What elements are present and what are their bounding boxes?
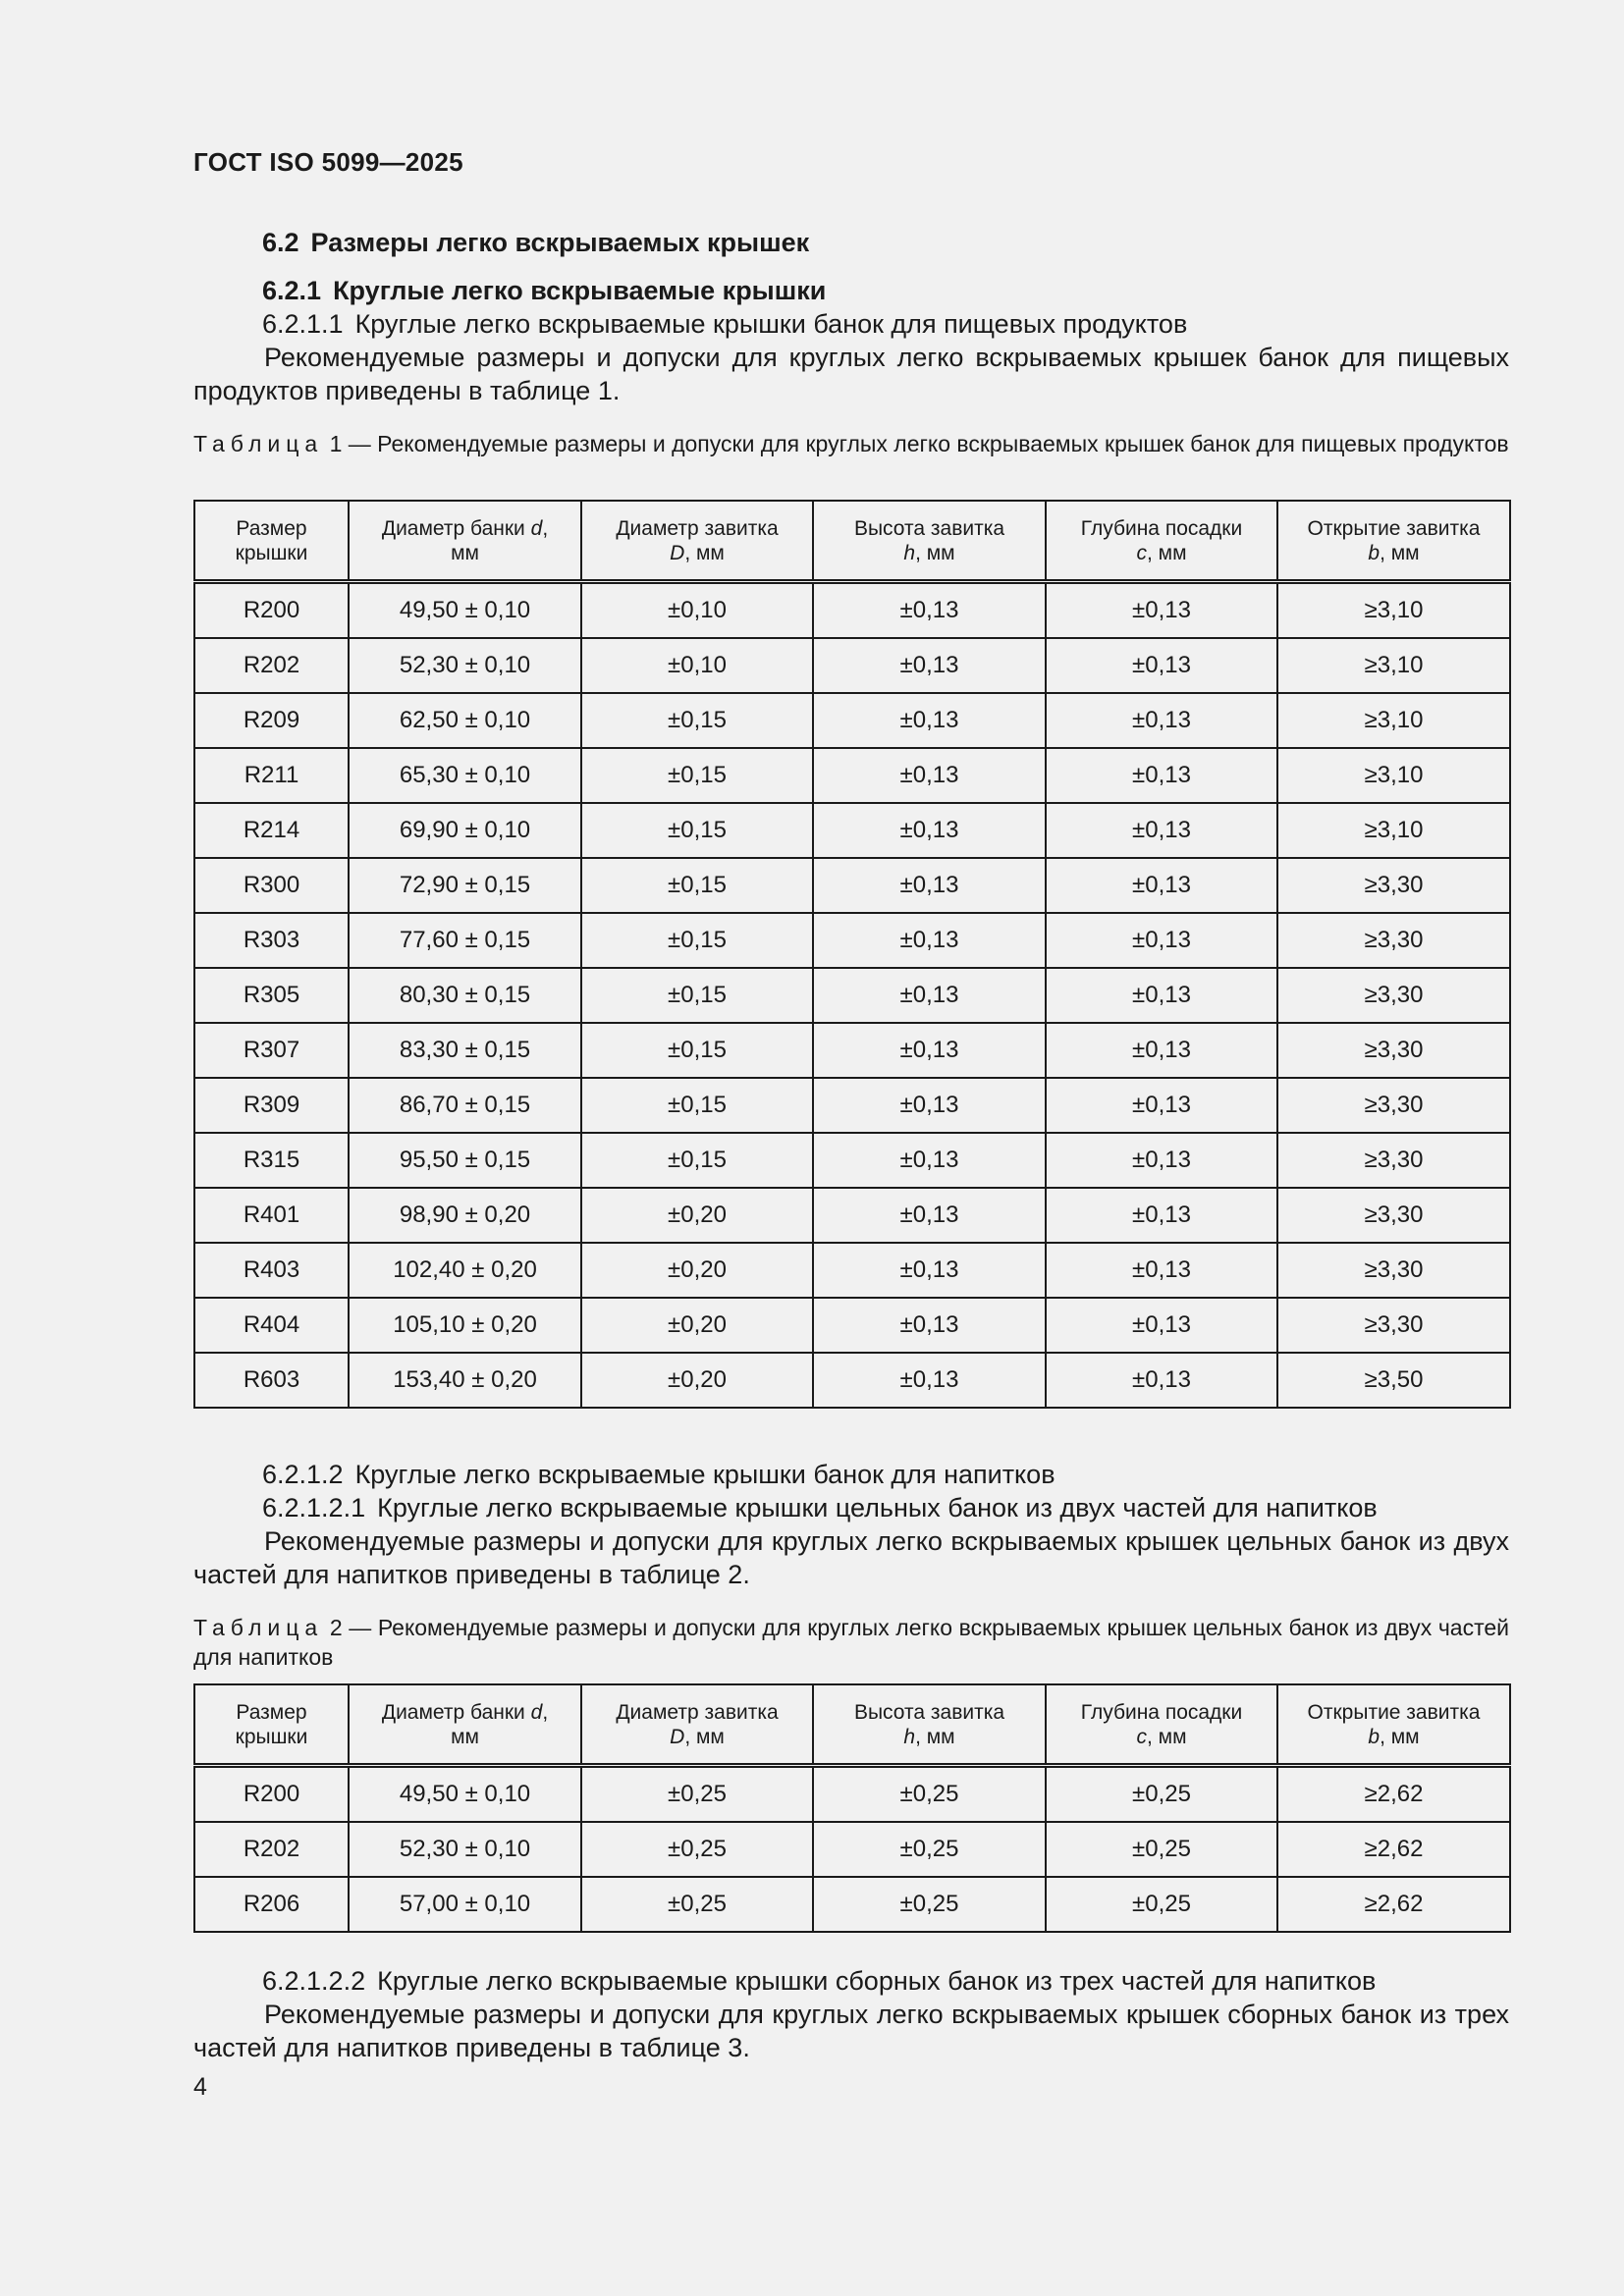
- header-unit: , мм: [1380, 541, 1420, 564]
- table-row: [194, 748, 1510, 803]
- header-punct: ,: [542, 516, 549, 540]
- table-cell: ±0,25: [581, 1766, 813, 1823]
- table-cell: ±0,13: [1046, 1298, 1277, 1353]
- table-cell: ±0,15: [581, 803, 813, 858]
- table-1: [193, 500, 1511, 1409]
- table-cell: ±0,25: [813, 1877, 1046, 1932]
- table-cell: R303: [194, 913, 349, 968]
- header-unit: , мм: [684, 541, 725, 564]
- table-cell: 105,10 ± 0,20: [349, 1298, 581, 1353]
- table-cell: ≥3,10: [1277, 582, 1510, 639]
- table-cell: ±0,13: [1046, 582, 1277, 639]
- table-cell: 52,30 ± 0,10: [349, 638, 581, 693]
- header-unit: , мм: [915, 1725, 955, 1748]
- table-cell: ±0,13: [813, 913, 1046, 968]
- table-cell: ≥3,10: [1277, 748, 1510, 803]
- table-cell: ≥2,62: [1277, 1877, 1510, 1932]
- table-cell: ≥3,10: [1277, 803, 1510, 858]
- table-header-row: [194, 501, 1510, 582]
- header-line: Высота завитка: [853, 1700, 1005, 1724]
- table-cell: ±0,20: [581, 1188, 813, 1243]
- table-cell: R202: [194, 1822, 349, 1877]
- table-row: [194, 1822, 1510, 1877]
- table-2: [193, 1683, 1511, 1933]
- column-header: [1046, 1684, 1277, 1766]
- heading-6-2-1-2-1: [262, 1491, 1509, 1524]
- table-cell: ±0,10: [581, 582, 813, 639]
- table-cell: 153,40 ± 0,20: [349, 1353, 581, 1408]
- table-cell: R315: [194, 1133, 349, 1188]
- table-cell: 49,50 ± 0,10: [349, 582, 581, 639]
- heading-number: 6.2.1.1: [262, 309, 344, 339]
- table-cell: ±0,13: [1046, 1078, 1277, 1133]
- table-cell: ±0,13: [813, 693, 1046, 748]
- table-header-row: [194, 1684, 1510, 1766]
- column-header: [1277, 501, 1510, 582]
- header-unit: крышки: [235, 541, 308, 564]
- table-cell: R309: [194, 1078, 349, 1133]
- table-row: [194, 1133, 1510, 1188]
- header-line: Размер: [236, 516, 307, 540]
- table-cell: ±0,25: [1046, 1822, 1277, 1877]
- heading-number: 6.2.1: [262, 276, 322, 305]
- table-cell: ±0,25: [581, 1822, 813, 1877]
- table-cell: ±0,25: [813, 1822, 1046, 1877]
- column-header: [194, 501, 349, 582]
- table-cell: ±0,13: [1046, 748, 1277, 803]
- header-line: Диаметр завитка: [616, 516, 779, 540]
- header-unit: , мм: [1146, 541, 1187, 564]
- table-cell: ±0,15: [581, 913, 813, 968]
- heading-title: Размеры легко вскрываемых крышек: [310, 228, 810, 257]
- table-row: [194, 913, 1510, 968]
- table-cell: ±0,13: [1046, 1023, 1277, 1078]
- table-caption-text: 2 — Рекомендуемые размеры и допуски для круглых легко вскрываемых крышек цельных банок из двух частей для напитков: [193, 1615, 1510, 1670]
- table-cell: ±0,25: [1046, 1766, 1277, 1823]
- table-cell: ±0,13: [1046, 803, 1277, 858]
- table-cell: 49,50 ± 0,10: [349, 1766, 581, 1823]
- table-cell: ±0,15: [581, 1078, 813, 1133]
- table-cell: ±0,13: [813, 1353, 1046, 1408]
- table-cell: ±0,15: [581, 1133, 813, 1188]
- column-header: [1277, 1684, 1510, 1766]
- header-unit: , мм: [1146, 1725, 1187, 1748]
- table-cell: R404: [194, 1298, 349, 1353]
- table-row: [194, 638, 1510, 693]
- table-cell: R200: [194, 1766, 349, 1823]
- column-header: [581, 501, 813, 582]
- table-row: [194, 693, 1510, 748]
- table-cell: ±0,13: [1046, 1353, 1277, 1408]
- header-symbol: D: [670, 541, 685, 564]
- heading-title: Круглые легко вскрываемые крышки цельных банок из двух частей для напитков: [377, 1493, 1378, 1522]
- table-cell: ±0,13: [813, 1133, 1046, 1188]
- header-line: Высота завитка: [853, 516, 1005, 540]
- table-cell: ±0,13: [813, 1023, 1046, 1078]
- column-header: [349, 1684, 581, 1766]
- header-symbol: d: [530, 516, 543, 540]
- heading-title: Круглые легко вскрываемые крышки сборных банок из трех частей для напитков: [377, 1966, 1377, 1996]
- header-unit: , мм: [915, 541, 955, 564]
- table-row: [194, 1188, 1510, 1243]
- table-cell: ≥3,30: [1277, 913, 1510, 968]
- table2-caption: [193, 1613, 1509, 1672]
- table-cell: ±0,13: [813, 582, 1046, 639]
- table-cell: ±0,13: [813, 803, 1046, 858]
- heading-number: 6.2.1.2.1: [262, 1493, 366, 1522]
- table-cell: ±0,15: [581, 748, 813, 803]
- table-cell: ±0,13: [1046, 1188, 1277, 1243]
- page-number: 4: [193, 2073, 207, 2101]
- table-cell: ±0,10: [581, 638, 813, 693]
- table-label: Таблица: [193, 1615, 324, 1640]
- table-cell: ±0,13: [813, 968, 1046, 1023]
- table-cell: ±0,13: [1046, 913, 1277, 968]
- header-unit: , мм: [684, 1725, 725, 1748]
- header-unit: крышки: [235, 1725, 308, 1748]
- table-label: Таблица: [193, 431, 324, 456]
- header-symbol: d: [530, 1700, 543, 1724]
- table-cell: ±0,13: [1046, 693, 1277, 748]
- table-cell: 72,90 ± 0,15: [349, 858, 581, 913]
- header-symbol: D: [670, 1725, 685, 1748]
- column-header: [1046, 501, 1277, 582]
- table-row: [194, 582, 1510, 639]
- table-cell: ±0,15: [581, 858, 813, 913]
- table-cell: 65,30 ± 0,10: [349, 748, 581, 803]
- header-line: Открытие завитка: [1307, 516, 1481, 540]
- column-header: [813, 1684, 1046, 1766]
- header-punct: ,: [542, 1700, 549, 1724]
- table-cell: ≥2,62: [1277, 1822, 1510, 1877]
- heading-6-2-1-1: [262, 307, 1509, 341]
- heading-title: Круглые легко вскрываемые крышки банок для пищевых продуктов: [354, 309, 1188, 339]
- table-cell: ±0,20: [581, 1298, 813, 1353]
- header-line: Размер: [236, 1700, 307, 1724]
- table-cell: ±0,15: [581, 1023, 813, 1078]
- heading-number: 6.2: [262, 228, 299, 257]
- table-row: [194, 1023, 1510, 1078]
- table-cell: 95,50 ± 0,15: [349, 1133, 581, 1188]
- table-cell: ±0,25: [581, 1877, 813, 1932]
- table-cell: R603: [194, 1353, 349, 1408]
- table-row: [194, 1078, 1510, 1133]
- paragraph-3: Рекомендуемые размеры и допуски для круглых легко вскрываемых крышек сборных банок из трех частей для напитков приведены в таблице 3.: [193, 2000, 1509, 2062]
- table-cell: ≥3,10: [1277, 693, 1510, 748]
- table-cell: R209: [194, 693, 349, 748]
- heading-6-2-1: [262, 274, 1509, 307]
- column-header: [581, 1684, 813, 1766]
- column-header: [349, 501, 581, 582]
- table-row: [194, 858, 1510, 913]
- table-cell: ≥3,30: [1277, 858, 1510, 913]
- table-cell: 62,50 ± 0,10: [349, 693, 581, 748]
- table-cell: 69,90 ± 0,10: [349, 803, 581, 858]
- table-row: [194, 1766, 1510, 1823]
- table-cell: ±0,15: [581, 693, 813, 748]
- table-row: [194, 803, 1510, 858]
- column-header: [194, 1684, 349, 1766]
- heading-number: 6.2.1.2: [262, 1460, 344, 1489]
- header-unit: , мм: [1380, 1725, 1420, 1748]
- heading-title: Круглые легко вскрываемые крышки банок для напитков: [354, 1460, 1056, 1489]
- heading-6-2-1-2: [262, 1458, 1509, 1491]
- table-cell: ±0,13: [813, 638, 1046, 693]
- table-cell: R305: [194, 968, 349, 1023]
- header-symbol: h: [903, 1725, 916, 1748]
- table-cell: 57,00 ± 0,10: [349, 1877, 581, 1932]
- table-cell: ±0,13: [813, 858, 1046, 913]
- table-cell: 77,60 ± 0,15: [349, 913, 581, 968]
- header-line: Открытие завитка: [1307, 1700, 1481, 1724]
- table-cell: ≥3,30: [1277, 1078, 1510, 1133]
- table-cell: ±0,13: [1046, 638, 1277, 693]
- table-cell: 83,30 ± 0,15: [349, 1023, 581, 1078]
- table-cell: ±0,13: [813, 1188, 1046, 1243]
- table-cell: ±0,20: [581, 1243, 813, 1298]
- table1-caption: [193, 429, 1509, 458]
- table-cell: ±0,13: [813, 1298, 1046, 1353]
- header-symbol: b: [1368, 1725, 1380, 1748]
- header-symbol: c: [1136, 1725, 1147, 1748]
- heading-title: Круглые легко вскрываемые крышки: [333, 276, 827, 305]
- table-cell: ±0,13: [1046, 968, 1277, 1023]
- header-line: Диаметр банки: [381, 1700, 525, 1724]
- heading-6-2-1-2-2: [262, 1964, 1509, 1998]
- table-cell: R403: [194, 1243, 349, 1298]
- table-cell: R200: [194, 582, 349, 639]
- header-line: Диаметр завитка: [616, 1700, 779, 1724]
- table-row: [194, 1353, 1510, 1408]
- header-symbol: b: [1368, 541, 1380, 564]
- header-line: Глубина посадки: [1080, 1700, 1243, 1724]
- table-row: [194, 1298, 1510, 1353]
- table-cell: ±0,25: [813, 1766, 1046, 1823]
- table-cell: ≥3,10: [1277, 638, 1510, 693]
- table-cell: ±0,25: [1046, 1877, 1277, 1932]
- table-cell: ≥3,30: [1277, 1023, 1510, 1078]
- table-cell: 80,30 ± 0,15: [349, 968, 581, 1023]
- heading-6-2: [262, 226, 1509, 259]
- table-cell: 102,40 ± 0,20: [349, 1243, 581, 1298]
- header-line: Глубина посадки: [1080, 516, 1243, 540]
- table-cell: R211: [194, 748, 349, 803]
- table-cell: ≥3,50: [1277, 1353, 1510, 1408]
- table-cell: ±0,13: [813, 1243, 1046, 1298]
- table-cell: ±0,15: [581, 968, 813, 1023]
- table-cell: ≥2,62: [1277, 1766, 1510, 1823]
- table-cell: 52,30 ± 0,10: [349, 1822, 581, 1877]
- table-cell: ±0,13: [1046, 1133, 1277, 1188]
- table-cell: R401: [194, 1188, 349, 1243]
- table-row: [194, 1243, 1510, 1298]
- table-cell: ≥3,30: [1277, 1133, 1510, 1188]
- header-symbol: c: [1136, 541, 1147, 564]
- table-cell: ≥3,30: [1277, 968, 1510, 1023]
- table-cell: R307: [194, 1023, 349, 1078]
- table-row: [194, 968, 1510, 1023]
- heading-number: 6.2.1.2.2: [262, 1966, 366, 1996]
- table-cell: ±0,20: [581, 1353, 813, 1408]
- document-id: ГОСТ ISO 5099—2025: [193, 147, 463, 177]
- table-cell: 86,70 ± 0,15: [349, 1078, 581, 1133]
- column-header: [813, 501, 1046, 582]
- header-unit: мм: [451, 1725, 479, 1748]
- header-line: Диаметр банки: [381, 516, 525, 540]
- table-cell: ±0,13: [1046, 1243, 1277, 1298]
- table-cell: ±0,13: [1046, 858, 1277, 913]
- table-cell: ±0,13: [813, 1078, 1046, 1133]
- table-caption-text: 1 — Рекомендуемые размеры и допуски для круглых легко вскрываемых крышек банок для пищевых продуктов: [329, 431, 1509, 456]
- table-row: [194, 1877, 1510, 1932]
- table-cell: ≥3,30: [1277, 1243, 1510, 1298]
- table-cell: R300: [194, 858, 349, 913]
- table-cell: R202: [194, 638, 349, 693]
- table-cell: R206: [194, 1877, 349, 1932]
- table-cell: ≥3,30: [1277, 1298, 1510, 1353]
- table-cell: ≥3,30: [1277, 1188, 1510, 1243]
- paragraph-2: Рекомендуемые размеры и допуски для круглых легко вскрываемых крышек цельных банок из двух частей для напитков приведены в таблице 2.: [193, 1526, 1509, 1589]
- header-unit: мм: [451, 541, 479, 564]
- header-symbol: h: [903, 541, 916, 564]
- paragraph-1: Рекомендуемые размеры и допуски для круглых легко вскрываемых крышек банок для пищевых продуктов приведены в таблице 1.: [193, 343, 1509, 405]
- table-cell: 98,90 ± 0,20: [349, 1188, 581, 1243]
- table-cell: ±0,13: [813, 748, 1046, 803]
- table-cell: R214: [194, 803, 349, 858]
